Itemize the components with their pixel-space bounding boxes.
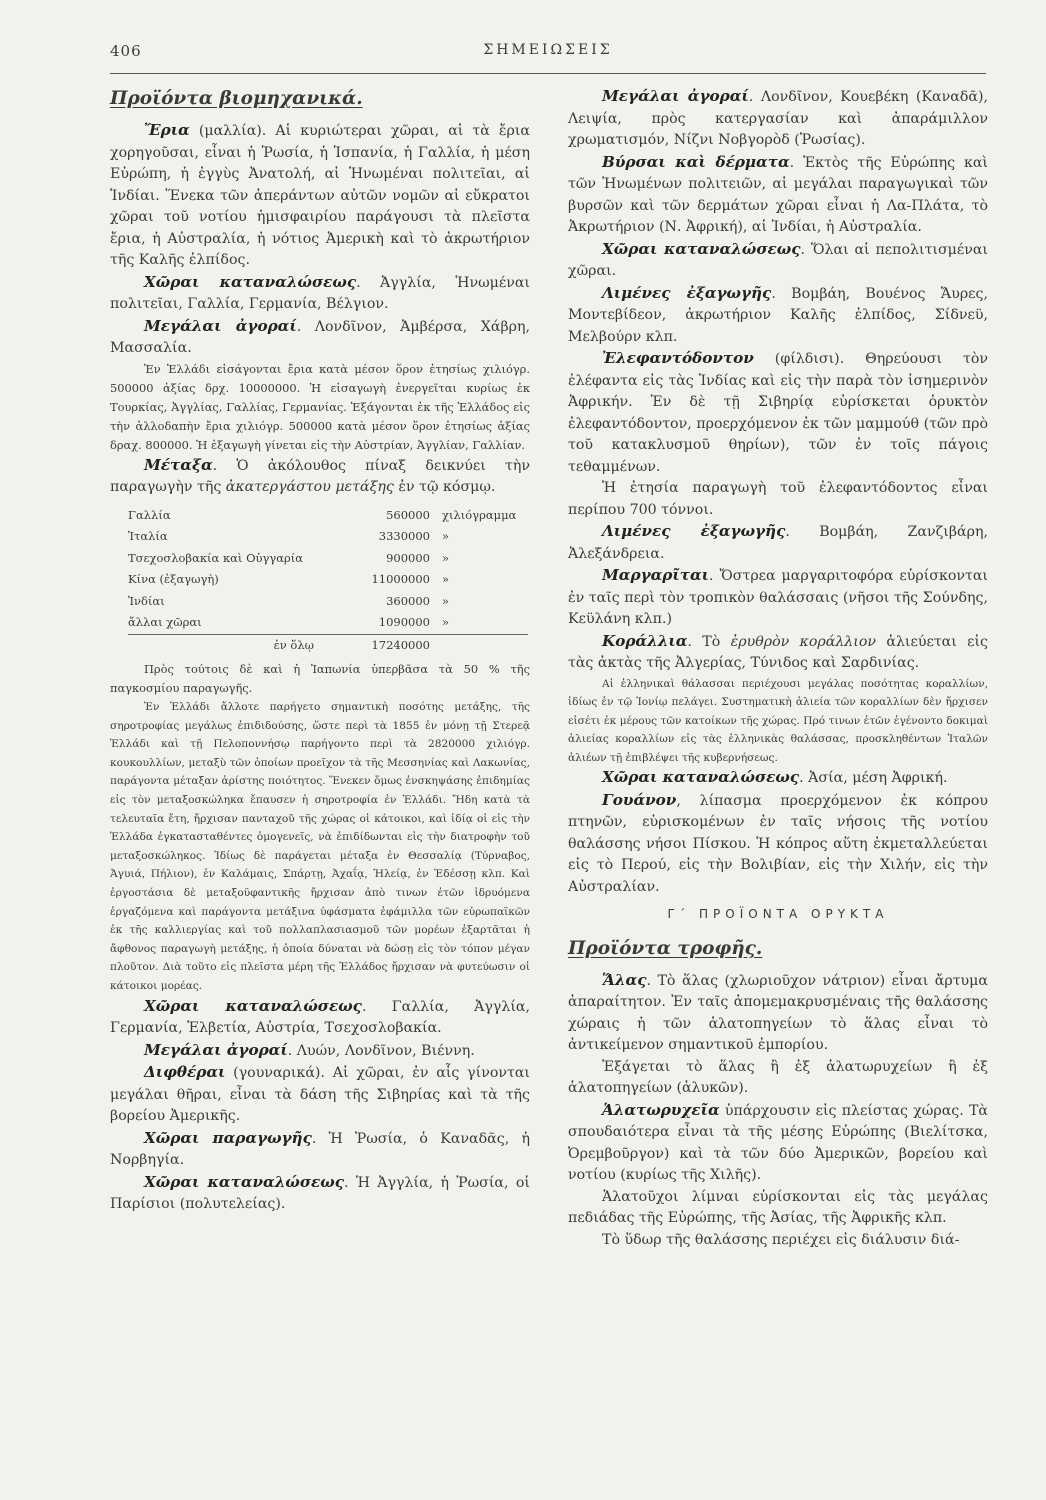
right-column — [568, 86, 988, 1251]
paragraph-coral-greece: Αἱ ἑλληνικαὶ θάλασσαι περιέχουσι μεγάλας ποσότητας κοραλλίων, ἰδίως ἐν τῷ Ἰονίῳ πελάγει. Συστηματικὴ ἁλιεία τῶν κοραλλίων δὲν ἤρχισεν εἰσέτι ἐκ μέρους τῶν κατοίκων τῆς χώρας. Πρό τινων ἐτῶν ἐγένοντο δοκιμαὶ ἁλιείας κοραλλίων εἰς τὰς ἑλληνικὰς θαλάσσας, προσκληθέντων Ἰταλῶν ἁλιέων τῇ ἐπιβλέψει τῆς κυβερνήσεως. — [568, 677, 988, 764]
term-export-ports: Λιμένες ἐξαγωγῆς — [602, 283, 772, 302]
paragraph-hides-consumption — [568, 239, 988, 283]
text-coral-italic: ἐρυθρὸν κοράλλιον — [730, 633, 877, 650]
term-guano: Γουάνον — [602, 790, 677, 809]
text-export-ports: . Βομβάη, Ζανζιβάρη, Ἀλεξάνδρεια. — [568, 524, 988, 562]
table-cell-unit: χιλιόγραμμα — [442, 507, 517, 522]
paragraph-wool — [110, 120, 530, 272]
paragraph-coral-consumption — [568, 767, 988, 790]
table-row — [128, 569, 528, 591]
term-production: Χῶραι παραγωγῆς — [144, 1128, 312, 1147]
table-cell-unit: » — [442, 615, 450, 629]
term-pearls: Μαργαρῖται — [602, 566, 710, 584]
table-cell-value: 11000000 — [371, 572, 430, 586]
paragraph-salt-lakes: Ἁλατοῦχοι λίμναι εὑρίσκονται εἰς τὰς μεγάλας πεδιάδας τῆς Εὐρώπης, τῆς Ἀσίας, τῆς Ἀφρικῆς κλπ. — [568, 1188, 988, 1227]
table-row — [128, 505, 528, 527]
paragraph-silk — [110, 455, 530, 499]
subheading-minerals: Γ΄ ΠΡΟΪΟΝΤΑ ΟΡΥΚΤΑ — [667, 907, 889, 922]
table-row — [128, 548, 528, 570]
term-wool: Ἔρια — [144, 121, 190, 139]
text-production: . Ἡ Ῥωσία, ὁ Καναδᾶς, ἡ Νορβηγία. — [110, 1130, 530, 1168]
table-cell-value: 900000 — [386, 550, 430, 565]
paragraph-furs-production — [110, 1128, 530, 1172]
text-pearls: . Ὄστρεα μαργαριτοφόρα εὑρίσκονται ἐν ταῖς περὶ τὸν τροπικὸν θαλάσσαις (νῆσοι τῆς Σούνδης, Κεϋλάνη κλπ.) — [568, 568, 988, 627]
section-title-food: Προϊόντα τροφῆς. — [568, 937, 763, 959]
term-consumption: Χῶραι καταναλώσεως — [144, 1172, 344, 1191]
section-title-industrial: Προϊόντα βιομηχανικά. — [110, 88, 363, 109]
term-salt: Ἅλας — [602, 970, 647, 989]
text-consumption: . Ἀγγλία, Ἡνωμέναι πολιτεῖαι, Γαλλία, Γερμανία, Βέλγιον. — [110, 274, 530, 312]
paragraph-wool-consumption — [110, 272, 530, 316]
text-coral-b: ἁλιεύεται εἰς τὰς ἀκτὰς τῆς Ἀλγερίας, Τύνιδος καὶ Σαρδινίας. — [568, 633, 988, 671]
text-silk-b: ἐν τῷ κόσμῳ. — [393, 479, 496, 495]
term-consumption: Χῶραι καταναλώσεως — [144, 272, 357, 291]
text-guano: , λίπασμα προερχόμενον ἐκ κόπρου πτηνῶν, εὑρισκομένων ἐν ταῖς νήσοις τῆς νοτίου θαλάσσης νήσοι Πίσκου. Ἡ κόπρος αὕτη ἐκμεταλλεύεται εἰς τὸ Περού, εἰς τὴν Βολιβίαν, εἰς τὴν Χιλήν, εἰς τὴν Αὐστραλίαν. — [568, 792, 988, 895]
table-cell-unit — [438, 634, 528, 656]
paragraph-hides-ports — [568, 283, 988, 349]
paragraph-wool-greece: Ἐν Ἑλλάδι εἰσάγονται ἔρια κατὰ μέσον ὅρον ἐτησίως χιλιόγρ. 500000 ἀξίας δρχ. 10000000. Ἡ εἰσαγωγὴ ἐνεργεῖται κυρίως ἐκ Τουρκίας, Ἀγγλίας, Γαλλίας, Γερμανίας. Ἐξάγονται ἐκ τῆς Ἑλλάδος εἰς τὴν ἀλλοδαπὴν ἔρια χιλιόγρ. 500000 κατὰ μέσον ὅρον ἐτησίως ἀξίας δραχ. 800000. Ἡ ἐξαγωγὴ γίνεται εἰς τὴν Αὐστρίαν, Ἀγγλίαν, Γαλλίαν. — [110, 361, 530, 452]
text-silk-a: . Ὁ ἀκόλουθος πίναξ δεικνύει τὴν παραγωγὴν τῆς — [110, 457, 530, 495]
paragraph-ivory-ports — [568, 521, 988, 565]
paragraph-silk-consumption — [110, 996, 530, 1040]
paragraph-salt-mines — [568, 1100, 988, 1187]
term-consumption: Χῶραι καταναλώσεως — [144, 996, 362, 1015]
table-cell-country: Ἰταλία — [128, 529, 168, 543]
text-consumption: . Ἀσία, μέση Ἀφρική. — [799, 770, 948, 787]
text-markets: . Λονδῖνον, Ἀμβέρσα, Χάβρη, Μασσαλία. — [110, 318, 530, 356]
paragraph-guano — [568, 790, 988, 899]
table-cell-total-value: 17240000 — [338, 634, 438, 656]
table-cell-value: 360000 — [386, 593, 430, 608]
term-markets: Μεγάλαι ἀγοραί — [144, 316, 297, 335]
paragraph-furs — [110, 1062, 530, 1128]
text-markets: . Λονδῖνον, Κουεβέκη (Καναδᾶ), Λειψία, πρὸς κατεργασίαν καὶ ἀπαράμιλλον χρωματισμόν, Νίζνι Νοβγορὸδ (Ῥωσίας). — [568, 89, 988, 148]
paragraph-ivory-annual: Ἡ ἐτησία παραγωγὴ τοῦ ἐλεφαντόδοντος εἶναι περίπου 700 τόννοι. — [568, 480, 988, 518]
text-hides: . Ἐκτὸς τῆς Εὐρώπης καὶ τῶν Ἡνωμένων πολιτειῶν, αἱ μεγάλαι παραγωγικαὶ τῶν βυρσῶν καὶ τῶν δερμάτων χῶραι εἶναι ἡ Λα-Πλάτα, τὸ Ἀκρωτήριον (Ν. Ἀφρική), αἱ Ἰνδίαι, ἡ Αὐστραλία. — [568, 154, 988, 235]
term-export-ports: Λιμένες ἐξαγωγῆς — [602, 522, 786, 540]
table-cell-unit: » — [442, 572, 450, 586]
term-consumption: Χῶραι καταναλώσεως — [602, 239, 801, 258]
table-cell-value: 1090000 — [378, 615, 430, 629]
term-salt-mines: Ἁλατωρυχεῖα — [602, 1100, 720, 1119]
table-cell-unit: » — [442, 550, 450, 565]
text-consumption: . Γαλλία, Ἀγγλία, Γερμανία, Ἑλβετία, Αὐστρία, Τσεχοσλοβακία. — [110, 998, 530, 1036]
table-cell-unit: » — [442, 529, 450, 543]
text-markets: . Λυών, Λονδῖνον, Βιέννη. — [287, 1042, 475, 1059]
table-cell-country: Τσεχοσλοβακία καὶ Οὑγγαρία — [128, 550, 304, 565]
paragraph-hides — [568, 152, 988, 239]
left-column — [110, 86, 530, 1216]
paragraph-coral — [568, 631, 988, 675]
paragraph-salt — [568, 970, 988, 1057]
paragraph-sea-water: Τὸ ὕδωρ τῆς θαλάσσης περιέχει εἰς διάλυσιν διά- — [602, 1231, 960, 1248]
table-cell-value: 3330000 — [378, 529, 430, 543]
text-consumption: . Ἡ Ἀγγλία, ἡ Ῥωσία, οἱ Παρίσιοι (πολυτελείας). — [110, 1174, 530, 1212]
text-salt: . Τὸ ἅλας (χλωριοῦχον νάτριον) εἶναι ἄρτυμα ἀπαραίτητον. Ἐν ταῖς ἀπομεμακρυσμέναις τῆς θαλάσσης χώραις ἡ τῶν ἁλατοπηγείων τὸ ἅλας εἶναι τὸ ἀντικείμενον σημαντικοῦ ἐμπορίου. — [568, 972, 988, 1054]
term-ivory: Ἐλεφαντόδοντον — [602, 349, 754, 367]
table-cell-country: Ἰνδίαι — [128, 593, 165, 608]
paragraph-salt-extract: Ἐξάγεται τὸ ἅλας ἢ ἐξ ἁλατωρυχείων ἢ ἐξ ἁλατοπηγείων (ἁλυκῶν). — [568, 1058, 988, 1097]
table-cell-country: ἄλλαι χῶραι — [128, 615, 202, 629]
text-coral-a: . Τὸ — [687, 633, 731, 650]
paragraph-furs-consumption — [110, 1172, 530, 1216]
table-row — [128, 526, 528, 548]
paragraph-ivory — [568, 348, 988, 478]
silk-production-table — [128, 505, 528, 657]
page-number: 406 — [110, 42, 142, 60]
paragraph-pearls — [568, 565, 988, 631]
text-ivory: (φίλδισι). Θηρεύουσι τὸν ἐλέφαντα εἰς τὰς Ἰνδίας καὶ εἰς τὴν παρὰ τὸν ἰσημερινὸν Ἀφρικήν. Ἐν δὲ τῇ Σιβηρίᾳ εὑρίσκεται ὀρυκτὸν ἐλεφαντόδοντον, προερχόμενον ἐκ τῶν μαμμούθ (τῶν πρὸ τοῦ κατακλυσμοῦ θηρίων), τῶν ἐν τοῖς πάγοις τεθαμμένων. — [568, 351, 988, 475]
table-cell-country: Κίνα (ἐξαγωγὴ) — [128, 572, 219, 586]
text-consumption: . Ὅλαι αἱ πεπολιτισμέναι χῶραι. — [568, 241, 988, 279]
term-hides: Βύρσαι καὶ δέρματα — [602, 152, 790, 171]
paragraph-fur-markets — [568, 86, 988, 152]
table-row — [128, 591, 528, 613]
text-export-ports: . Βομβάη, Βουένος Ἄυρες, Μοντεβίδεον, ἀκρωτήριον Καλῆς ἐλπίδος, Σίδνεϋ, Μελβούρν κλπ. — [568, 285, 988, 345]
paragraph-silk-markets — [110, 1040, 530, 1063]
text-wool: (μαλλία). Αἱ κυριώτεραι χῶραι, αἱ τὰ ἔρια χορηγοῦσαι, εἶναι ἡ Ῥωσία, ἡ Ἱσπανία, ἡ Γαλλία, ἡ μέση Εὐρώπη, ἡ ἐγγὺς Ἀνατολή, αἱ Ἡνωμέναι πολιτεῖαι, αἱ Ἰνδίαι. Ἕνεκα τῶν ἀπεράντων αὐτῶν νομῶν αἱ εὔκρατοι χῶραι τοῦ νοτίου ἡμισφαιρίου παράγουσι τὰ πλεῖστα ἔρια, ἡ Αὐστραλία, ἡ νότιος Ἀμερικὴ καὶ τὸ ἀκρωτήριον τῆς Καλῆς ἐλπίδος. — [110, 123, 530, 268]
table-row-total — [128, 634, 528, 656]
term-markets: Μεγάλαι ἀγοραί — [144, 1040, 288, 1059]
term-coral: Κοράλλια — [602, 631, 688, 650]
page-header — [110, 38, 986, 74]
paragraph-silk-greece: Ἐν Ἑλλάδι ἄλλοτε παρήγετο σημαντικὴ ποσότης μετάξης, τῆς σηροτροφίας μεγάλως ἐπιδιδούσης, ὥστε περὶ τὰ 1855 ἐν μόνῃ τῇ Στερεᾷ Ἑλλάδι καὶ τῇ Πελοποννήσῳ παρήγοντο περὶ τὰ 2820000 χιλιόγρ. κουκουλλίων, μεταξὺ τῶν ὁποίων προεῖχον τὰ τῆς Μεσσηνίας καὶ Λακωνίας, παράγοντα μέταξαν ἀρίστης ποιότητος. Ἕνεκεν ὅμως ἐνσκηψάσης ἐπιδημίας εἰς τὸν μεταξοσκώληκα ἔπαυσεν ἡ σηροτροφία ἐν Ἑλλάδι. Ἤδη κατὰ τὰ τελευταῖα ἔτη, ἤρχισαν πανταχοῦ τῆς χώρας οἱ κάτοικοι, καὶ ἰδίᾳ οἱ εἰς τὴν Ἑλλάδα ἐγκατασταθέντες ὁμογενεῖς, νὰ ἐπιδίδωνται εἰς τὴν διατροφὴν τοῦ μεταξοσκώληκος. Ἰδίως δὲ παράγεται μέταξα ἐν Θεσσαλίᾳ (Τύρναβος, Ἀγυιά, Πήλιον), ἐν Καλάμαις, Σπάρτῃ, Ἀχαΐᾳ, Ἠλείᾳ, ἐν Ἐδέσσῃ κλπ. Καὶ ἐργοστάσια δὲ μεταξοϋφαντικῆς ἤρχισαν ἀπὸ τινων ἐτῶν ἱδρυόμενα ἐργαζόμενα καὶ παράγοντα μετάξινα ὑφάσματα ἐφάμιλλα τῶν εὐρωπαϊκῶν ἐκ τῆς καλλιεργίας καὶ τοῦ πολλαπλασιασμοῦ τῶν μορέων ἐξαρτᾶται ἡ ἄφθονος παραγωγὴ μετάξης, ἡ ὁποία δύναται νὰ δώσῃ εἰς τὸν τόπον μέγαν πλοῦτον. Διὰ τοῦτο εἰς πλεῖστα μέρη τῆς Ἑλλάδος ἤρχισαν νὰ φυτεύωσιν οἱ κάτοικοι μορέας. — [110, 701, 530, 992]
table-cell-unit: » — [442, 593, 450, 608]
term-silk: Μέταξα — [144, 455, 213, 474]
term-furs: Διφθέραι — [144, 1063, 226, 1081]
table-cell-value: 560000 — [386, 507, 430, 522]
text-salt-mines: ὑπάρχουσιν εἰς πλείστας χώρας. Τὰ σπουδαιότερα εἶναι τὰ τῆς μέσης Εὐρώπης (Βιελίτσκα, Ὀρεμβοῦργον) καὶ τὰ τῶν δύο Ἀμερικῶν, βορείου καὶ νοτίου (κυρίως τῆς Χιλῆς). — [568, 1102, 988, 1184]
paragraph-wool-markets — [110, 316, 530, 360]
table-cell-total-label: ἐν ὅλῳ — [128, 634, 338, 656]
term-consumption: Χῶραι καταναλώσεως — [602, 768, 800, 787]
table-row — [128, 612, 528, 634]
text-furs: (γουναρικά). Αἱ χῶραι, ἐν αἷς γίνονται μεγάλαι θῆραι, εἶναι τὰ δάση τῆς Σιβηρίας καὶ τὰ τῆς βορείου Ἀμερικῆς. — [110, 1065, 530, 1124]
text-silk-italic: ἀκατεργάστου μετάξης — [225, 479, 394, 495]
table-cell-country: Γαλλία — [128, 507, 171, 522]
running-head: ΣΗΜΕΙΩΣΕΙΣ — [483, 42, 613, 58]
term-markets: Μεγάλαι ἀγοραί — [602, 87, 749, 105]
paragraph-silk-japan: Πρὸς τούτοις δὲ καὶ ἡ Ἰαπωνία ὑπερβᾶσα τὰ 50 % τῆς παγκοσμίου παραγωγῆς. — [110, 662, 530, 695]
